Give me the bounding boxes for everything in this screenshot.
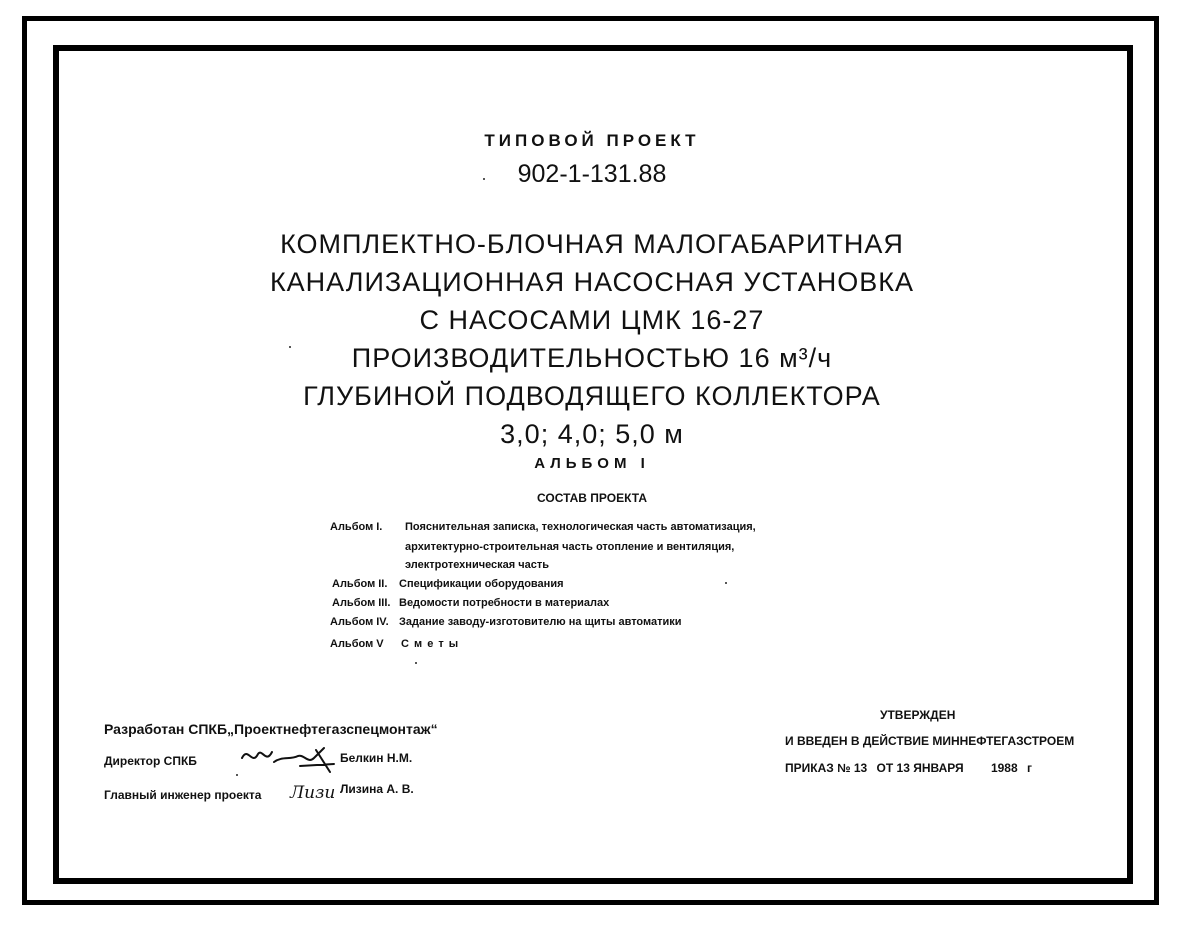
chief-engineer-name: Лизина А. В. [340,782,414,796]
order-year: 1988 [990,761,1018,775]
director-role: Директор СПКБ [104,754,197,768]
approval-order [785,761,1032,775]
title-line-5: ГЛУБИНОЙ ПОДВОДЯЩЕГО КОЛЛЕКТОРА [303,381,881,411]
order-month: ЯНВАРЯ [913,761,964,775]
album-number: АЛЬБОМ I [534,455,650,472]
album-1-line-3: электротехническая часть [405,559,550,571]
album-1-line-1: Пояснительная записка, технологическая часть автоматизация, [405,521,756,533]
title-line-4: ПРОИЗВОДИТЕЛЬНОСТЬЮ 16 м³/ч [351,343,833,373]
project-code: 902-1-131.88 [517,160,667,188]
scan-speck [415,662,417,664]
approval-line: И ВВЕДЕН В ДЕЙСТВИЕ МИННЕФТЕГАЗСТРОЕМ [785,734,1075,748]
album-4-label: Альбом IV. [330,616,389,628]
approval-title: УТВЕРЖДЕН [880,708,956,722]
scan-speck [725,582,727,584]
scan-speck [289,346,291,348]
director-signature [238,742,338,776]
title-line-1: КОМПЛЕКТНО-БЛОЧНАЯ МАЛОГАБАРИТНАЯ [280,229,904,259]
chief-engineer-role: Главный инженер проекта [104,788,262,802]
album-1-label: Альбом I. [330,521,383,533]
order-number: 13 [853,761,868,775]
album-4-text: Задание заводу-изготовителю на щиты автоматики [399,616,682,628]
project-kind: ТИПОВОЙ ПРОЕКТ [484,131,700,150]
album-2-text: Спецификации оборудования [399,578,564,590]
title-line-6: 3,0; 4,0; 5,0 м [500,419,684,449]
director-name: Белкин Н.М. [340,751,413,765]
scan-speck [236,774,238,776]
project-title [0,225,1184,453]
album-3-text: Ведомости потребности в материалах [399,597,610,609]
developed-by: Разработан СПКБ„Проектнефтегазспецмонтаж“ [104,721,438,737]
album-3-label: Альбом III. [332,597,391,609]
album-5-text: С м е т ы [401,638,460,650]
chief-engineer-signature: Лизи [290,783,336,803]
album-1-line-2: архитектурно-строительная часть отопление и вентиляция, [405,541,735,553]
order-suffix: г [1027,761,1032,775]
scan-speck [483,178,485,180]
album-2-label: Альбом II. [332,578,388,590]
order-day: 13 [896,761,910,775]
composition-heading: СОСТАВ ПРОЕКТА [537,491,647,505]
album-5-label: Альбом V [330,638,384,650]
order-prefix: ПРИКАЗ № [785,761,851,775]
order-from: ОТ [876,761,894,775]
title-line-3: С НАСОСАМИ ЦМК 16-27 [419,305,765,335]
title-line-2: КАНАЛИЗАЦИОННАЯ НАСОСНАЯ УСТАНОВКА [269,267,915,297]
